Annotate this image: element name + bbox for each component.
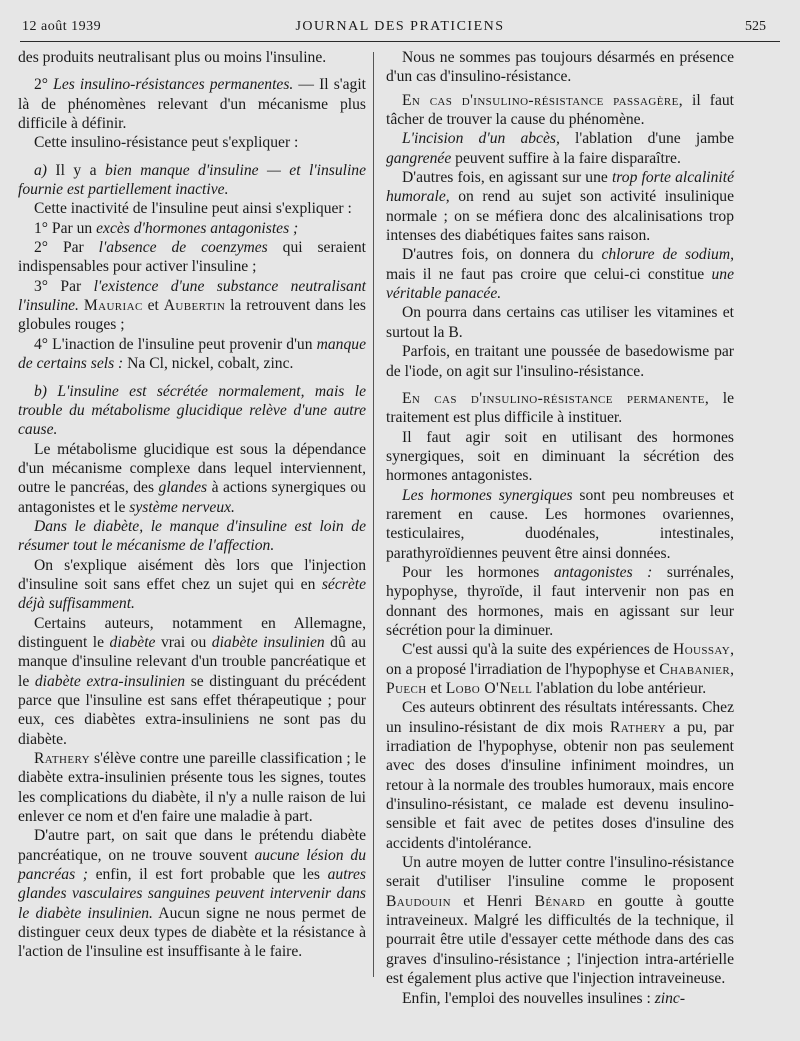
text-run: Pour les hormones xyxy=(402,563,554,581)
paragraph xyxy=(386,91,734,130)
paragraph xyxy=(18,517,366,556)
text-run: D'autres fois, on donnera du xyxy=(402,246,602,264)
text-run: Enfin, l'emploi des nouvelles insulines : xyxy=(402,989,655,1007)
text-run: 4° L'inaction de l'insuline peut provenir d'un xyxy=(34,335,317,353)
paragraph xyxy=(18,219,366,238)
text-run: la retrouvent dans les globules rouges ; xyxy=(18,297,366,334)
text-run: D'autre part, on sait que dans le prétendu diabète pancréatique, on ne trouve souvent xyxy=(18,827,366,864)
paragraph xyxy=(18,199,366,218)
small-caps-run: Bénard xyxy=(534,892,586,910)
paragraph xyxy=(386,168,734,245)
left-column xyxy=(18,48,366,962)
text-run: surrénales, hypophyse, thyroïde, il faut intervenir non pas en donnant des hormones, mais en agissant sur leur sécrétion pour la diminuer. xyxy=(386,563,734,639)
italic-run: diabète insulinien xyxy=(211,633,325,651)
italic-run: bien manque d'insuline — et l'insuline fournie est partiellement inactive. xyxy=(18,161,366,199)
italic-run: l'absence de coenzymes xyxy=(98,239,268,257)
text-run: sont peu nombreuses et rarement en cause. Les hormones ovariennes, testiculaires, duodénales, intestinales, parathyroïdiennes peuvent être ainsi données. xyxy=(386,486,734,562)
small-caps-run: En cas d'insulino-résistance permanente, xyxy=(402,389,710,407)
text-run: l'ablation d'une jambe xyxy=(559,130,734,148)
text-run: Ces auteurs obtinrent des résultats intéressants. Chez un insulino-résistant de dix mois xyxy=(386,699,734,736)
small-caps-run: En cas d'insulino-résistance passagère, xyxy=(402,91,684,109)
text-run: 2° xyxy=(34,76,54,94)
italic-run: système nerveux. xyxy=(129,498,235,516)
paragraph xyxy=(386,853,734,988)
page-header xyxy=(0,0,800,40)
text-run: On s'explique aisément dès lors que l'injection d'insuline soit sans effet chez un sujet qui en xyxy=(18,556,366,593)
text-run: s'élève contre une pareille classification ; le diabète extra-insulinien présente tous les signes, toutes les complications du diabète, il n'y a nulle raison de lui enlever ce nom et d'en faire une maladie à part. xyxy=(18,750,366,826)
italic-run: sécrète déjà suffisamment. xyxy=(18,575,366,613)
italic-run: antagonistes : xyxy=(553,563,653,581)
paragraph xyxy=(386,428,734,486)
text-run: 3° Par xyxy=(34,277,94,295)
text-run: Nous ne sommes pas toujours désarmés en présence d'un cas d'insulino-résistance. xyxy=(386,49,734,86)
text-run: 1° Par un xyxy=(34,219,97,237)
text-run: Cette inactivité de l'insuline peut ainsi s'expliquer : xyxy=(34,200,352,218)
paragraph xyxy=(18,335,366,374)
text-run: C'est aussi qu'à la suite des expériences de xyxy=(402,641,674,659)
text-run: l'ablation du lobe antérieur. xyxy=(532,680,707,697)
text-run: et xyxy=(142,297,164,315)
text-run: , xyxy=(730,660,734,678)
journal-title: JOURNAL DES PRATICIENS xyxy=(295,19,505,34)
paragraph xyxy=(18,556,366,614)
text-run: vrai ou xyxy=(155,633,212,651)
small-caps-run: Rathery xyxy=(610,718,667,736)
text-run: Certains auteurs, notamment en Allemagne, distinguent le xyxy=(18,614,366,651)
italic-run: zinc- xyxy=(654,989,686,1007)
small-caps-run: Mauriac xyxy=(83,297,143,315)
text-run: peuvent suffire à la faire disparaître. xyxy=(451,149,681,167)
text-run: et Henri xyxy=(450,892,535,910)
small-caps-run: Puech xyxy=(386,680,427,697)
paragraph xyxy=(386,698,734,853)
text-run: , on a proposé l'irradiation de l'hypophyse et xyxy=(386,641,734,678)
text-run: en goutte à goutte intraveineux. Malgré les difficultés de la technique, il pourrait être utile d'essayer cette méthode dans des cas graves d'insulino-résistance ; l'injection intra-artérielle est également plus active que l'injection intraveineuse. xyxy=(386,892,734,988)
text-run: qui seraient indispensables pour activer l'insuline ; xyxy=(18,239,366,276)
paragraph xyxy=(18,161,366,200)
italic-run: trop forte alcalinité humorale, xyxy=(386,169,735,206)
paragraph xyxy=(386,342,734,381)
small-caps-run: Chabanier xyxy=(659,660,731,678)
small-caps-run: Rathery xyxy=(34,750,90,768)
paragraph xyxy=(18,238,366,277)
italic-run: diabète extra-insulinien xyxy=(34,672,186,690)
small-caps-run: Lobo O'Nell xyxy=(445,680,533,697)
paragraph xyxy=(386,989,734,1008)
paragraph xyxy=(386,245,734,303)
paragraph xyxy=(386,129,734,168)
text-run: Un autre moyen de lutter contre l'insulino-résistance serait d'utiliser l'insuline comme le proposent xyxy=(386,854,734,891)
text-run: Il y a xyxy=(47,161,105,179)
paragraph xyxy=(18,48,366,67)
paragraph xyxy=(18,826,366,961)
paragraph xyxy=(386,48,734,87)
italic-run: glandes xyxy=(158,479,208,497)
italic-run: une véritable panacée. xyxy=(386,265,734,303)
text-run: des produits neutralisant plus ou moins l'insuline. xyxy=(18,49,327,66)
small-caps-run: Houssay xyxy=(673,641,731,659)
paragraph xyxy=(18,440,366,517)
paragraph xyxy=(18,277,366,335)
italic-run: b) L'insuline est sécrétée normalement, mais le trouble du métabolisme glucidique relève d'une autre cause. xyxy=(18,382,366,439)
page-number: 525 xyxy=(745,19,766,34)
italic-run: l'existence d'une substance neutralisant l'insuline. xyxy=(18,277,366,315)
paragraph xyxy=(386,303,734,342)
italic-run: manque de certains sels : xyxy=(18,335,366,373)
text-run: enfin, il est fort probable que les xyxy=(87,866,328,884)
paragraph xyxy=(18,75,366,133)
right-column xyxy=(386,48,734,1008)
italic-run: excès d'hormones antagonistes ; xyxy=(96,219,299,237)
italic-run: L'incision d'un abcès, xyxy=(402,130,560,148)
text-run: Aucun signe ne nous permet de distinguer ceux deux types de diabète et la résistance à l'action de l'insuline est insuffisante à le faire. xyxy=(18,904,366,961)
paragraph xyxy=(386,640,734,698)
text-run: — Il s'agit là de phénomènes relevant d'un mécanisme plus difficile à définir. xyxy=(18,76,366,133)
text-run: Le métabolisme glucidique est sous la dépendance d'un mécanisme complexe dans lequel interviennent, outre le pancréas, des xyxy=(18,440,366,497)
italic-run: Les hormones synergiques xyxy=(402,486,573,504)
paragraph xyxy=(386,563,734,640)
text-run: dû au manque d'insuline relevant d'un trouble pancréatique et le xyxy=(18,633,366,690)
italic-run: chlorure de sodium, xyxy=(601,246,735,264)
text-run: et xyxy=(426,680,446,697)
text-run: se distinguant du précédent parce que l'insuline est sans effet thérapeutique ; pour eux, ces diabètes extra-insuliniens ne sont pas du diabète. xyxy=(18,672,366,748)
text-run: Cette insulino-résistance peut s'expliquer : xyxy=(34,134,299,152)
column-divider xyxy=(373,52,374,977)
small-caps-run: Baudouin xyxy=(386,892,451,910)
text-run: a pu, par irradiation de l'hypophyse, obtenir non pas seulement avec des doses d'insuline infiniment moindres, un retour à la normale des troubles humoraux, mais encore d'insulino-résistant, ce malade est devenu insulino-sensible et fait avec de petites doses d'insuline des accidents d'intolérance. xyxy=(386,718,734,852)
text-run: On pourra dans certains cas utiliser les vitamines et surtout la B. xyxy=(386,304,734,341)
paragraph xyxy=(18,614,366,749)
text-run: Il faut agir soit en utilisant des hormones synergiques, soit en diminuant la sécrétion des hormones antagonistes. xyxy=(386,428,734,485)
header-rule xyxy=(20,41,780,42)
italic-run: Dans le diabète, le manque d'insuline est loin de résumer tout le mécanisme de l'affection. xyxy=(18,517,366,555)
italic-run: diabète xyxy=(109,633,156,651)
paragraph xyxy=(386,486,734,563)
paragraph xyxy=(386,389,734,428)
italic-run: gangrenée xyxy=(386,149,452,167)
text-run: le traitement est plus difficile à instituer. xyxy=(386,389,734,427)
paragraph xyxy=(18,749,366,826)
paragraph xyxy=(18,382,366,440)
text-run: D'autres fois, en agissant sur une xyxy=(402,169,612,187)
text-run: à actions synergiques ou antagonistes et le xyxy=(18,479,366,516)
small-caps-run: Aubertin xyxy=(163,297,226,315)
text-run: 2° Par xyxy=(34,239,99,257)
text-run: Na Cl, nickel, cobalt, zinc. xyxy=(123,355,294,373)
paragraph xyxy=(18,133,366,152)
italic-run: aucune lésion du pancréas ; xyxy=(18,846,366,884)
text-run: on rend au sujet son activité insulinique normale ; on se méfiera donc des alcalinisations trop intenses des diabétiques faites sans raison. xyxy=(386,188,734,245)
text-run: Parfois, en traitant une poussée de basedowisme par de l'iode, on agit sur l'insulino-résistance. xyxy=(386,343,734,380)
italic-run: Les insulino-résistances permanentes. xyxy=(53,76,294,94)
italic-run: autres glandes vasculaires sanguines peuvent intervenir dans le diabète insulinien. xyxy=(18,866,366,922)
italic-run: a) xyxy=(34,161,47,179)
issue-date: 12 août 1939 xyxy=(22,19,102,34)
text-run: mais il ne faut pas croire que celui-ci constitue xyxy=(386,265,712,283)
text-run: il faut tâcher de trouver la cause du phénomène. xyxy=(386,91,734,129)
